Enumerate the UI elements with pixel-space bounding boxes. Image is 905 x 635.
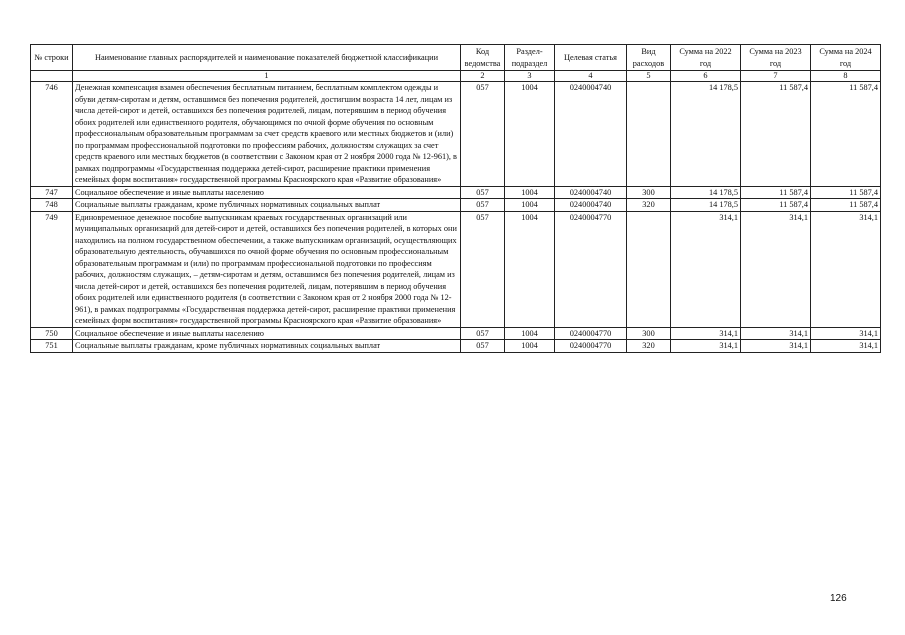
row-description: Денежная компенсация взамен обеспечения бесплатным питанием, бесплатным комплектом одежды и обуви детям-сиротам и детям, оставшимся без попечения родителей, достигшим возраста 14 лет, лицам из числа детей-сирот и детей, оставшихся без попечения родителей, лицам, потерявшим в период обучения обоих родителей или единственного родителя, обучающимся по очной форме обучения по основным профессиональным образовательным программам за счет средств краевого или местных бюджетов и (или) по программам профессиональной подготовки по профессиям рабочих, должностям служащих за счет средств краевого или местных бюджетов (в соответствии с Законом края от 2 ноября 2000 года № 12-961), в рамках подпрограммы «Государственная поддержка детей-сирот, расширение практики применения семейных форм воспитания» государственной программы Красноярского края «Развитие образования» <box>73 82 461 187</box>
table-row <box>31 186 881 199</box>
row-sum-2023: 11 587,4 <box>741 186 811 199</box>
table-row <box>31 199 881 212</box>
row-dept-code: 057 <box>461 211 505 327</box>
row-sum-2023: 11 587,4 <box>741 82 811 187</box>
row-expense-type: 300 <box>627 186 671 199</box>
column-number: 7 <box>741 71 811 82</box>
column-number: 4 <box>555 71 627 82</box>
header-name: Наименование главных распорядителей и наименование показателей бюджетной классификации <box>73 45 461 71</box>
header-sum-2023: Сумма на 2023 год <box>741 45 811 71</box>
column-number: 5 <box>627 71 671 82</box>
row-sum-2024: 11 587,4 <box>811 199 881 212</box>
row-sum-2023: 11 587,4 <box>741 199 811 212</box>
row-sum-2024: 314,1 <box>811 211 881 327</box>
row-number: 750 <box>31 327 73 340</box>
budget-table-page <box>30 44 880 353</box>
table-row <box>31 82 881 187</box>
row-sum-2022: 314,1 <box>671 340 741 353</box>
budget-table <box>30 44 881 353</box>
row-dept-code: 057 <box>461 82 505 187</box>
row-section-code: 1004 <box>505 327 555 340</box>
row-number: 746 <box>31 82 73 187</box>
row-target-code: 0240004740 <box>555 186 627 199</box>
row-dept-code: 057 <box>461 199 505 212</box>
row-dept-code: 057 <box>461 186 505 199</box>
header-sum-2022: Сумма на 2022 год <box>671 45 741 71</box>
row-section-code: 1004 <box>505 340 555 353</box>
row-number: 749 <box>31 211 73 327</box>
header-sum-2024: Сумма на 2024 год <box>811 45 881 71</box>
row-sum-2024: 314,1 <box>811 327 881 340</box>
row-sum-2023: 314,1 <box>741 211 811 327</box>
row-description: Социальные выплаты гражданам, кроме публичных нормативных социальных выплат <box>73 199 461 212</box>
row-target-code: 0240004770 <box>555 327 627 340</box>
column-number: 6 <box>671 71 741 82</box>
table-row <box>31 327 881 340</box>
row-section-code: 1004 <box>505 82 555 187</box>
column-number: 3 <box>505 71 555 82</box>
row-sum-2024: 11 587,4 <box>811 82 881 187</box>
header-row-no: № строки <box>31 45 73 71</box>
column-number: 1 <box>73 71 461 82</box>
header-exp-type: Вид расходов <box>627 45 671 71</box>
row-expense-type: 300 <box>627 327 671 340</box>
row-sum-2023: 314,1 <box>741 340 811 353</box>
row-expense-type: 320 <box>627 199 671 212</box>
column-number: 2 <box>461 71 505 82</box>
row-description: Социальное обеспечение и иные выплаты населению <box>73 327 461 340</box>
row-target-code: 0240004740 <box>555 82 627 187</box>
table-row <box>31 211 881 327</box>
row-number: 747 <box>31 186 73 199</box>
header-dept: Код ведомства <box>461 45 505 71</box>
row-number: 748 <box>31 199 73 212</box>
row-section-code: 1004 <box>505 186 555 199</box>
row-sum-2024: 11 587,4 <box>811 186 881 199</box>
row-number: 751 <box>31 340 73 353</box>
row-section-code: 1004 <box>505 199 555 212</box>
row-target-code: 0240004770 <box>555 340 627 353</box>
row-description: Социальное обеспечение и иные выплаты населению <box>73 186 461 199</box>
table-row <box>31 340 881 353</box>
row-target-code: 0240004740 <box>555 199 627 212</box>
row-sum-2022: 14 178,5 <box>671 186 741 199</box>
row-sum-2022: 14 178,5 <box>671 199 741 212</box>
row-description: Социальные выплаты гражданам, кроме публичных нормативных социальных выплат <box>73 340 461 353</box>
row-sum-2023: 314,1 <box>741 327 811 340</box>
row-sum-2022: 14 178,5 <box>671 82 741 187</box>
page-number: 126 <box>830 593 847 604</box>
column-number-row <box>31 71 881 82</box>
row-expense-type <box>627 211 671 327</box>
row-target-code: 0240004770 <box>555 211 627 327</box>
header-row <box>31 45 881 71</box>
column-number <box>31 71 73 82</box>
row-description: Единовременное денежное пособие выпускникам краевых государственных организаций или муниципальных организаций для детей-сирот и детей, оставшихся без попечения родителей, в которых они находились на полном государственном обеспечении, а также выпускникам организаций, осуществляющих образовательную деятельность, обучавшихся по очной форме обучения по основным профессиональным образовательным программам и (или) по программам профессиональной подготовки по профессиям рабочих, должностям служащих, – детям-сиротам и детям, оставшимся без попечения родителей, лицам из числа детей-сирот и детей, оставшихся без попечения родителей, лицам, потерявшим в период обучения обоих родителей или единственного родителя (в соответствии с Законом края от 2 ноября 2000 года № 12-961), в рамках подпрограммы «Государственная поддержка детей-сирот, расширение практики применения семейных форм воспитания» государственной программы Красноярского края «Развитие образования» <box>73 211 461 327</box>
row-sum-2022: 314,1 <box>671 327 741 340</box>
row-dept-code: 057 <box>461 327 505 340</box>
header-target: Целевая статья <box>555 45 627 71</box>
row-expense-type <box>627 82 671 187</box>
row-dept-code: 057 <box>461 340 505 353</box>
row-sum-2022: 314,1 <box>671 211 741 327</box>
row-expense-type: 320 <box>627 340 671 353</box>
row-sum-2024: 314,1 <box>811 340 881 353</box>
row-section-code: 1004 <box>505 211 555 327</box>
column-number: 8 <box>811 71 881 82</box>
header-section: Раздел-подраздел <box>505 45 555 71</box>
